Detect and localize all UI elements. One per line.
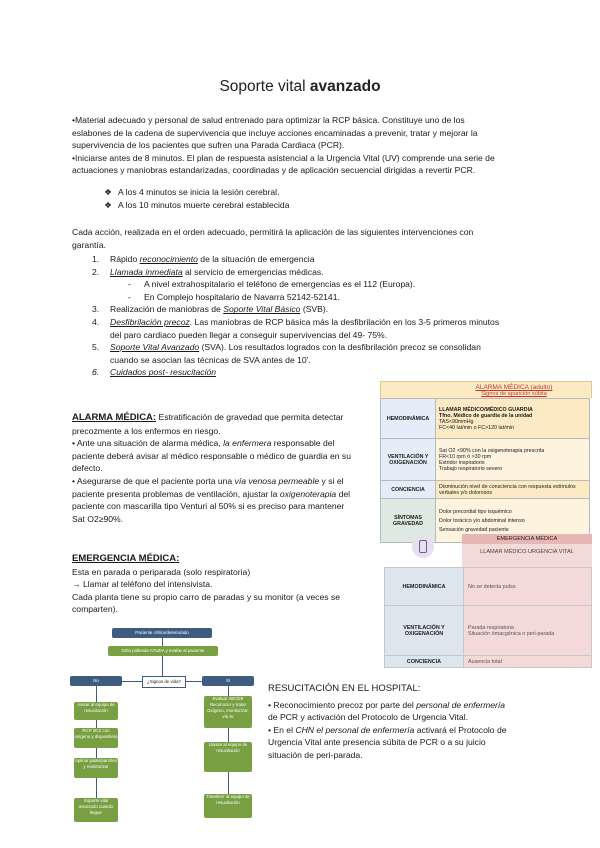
flow-box-si: Sí: [202, 676, 254, 686]
step-item: 6. Cuidados post- resucitación: [92, 367, 217, 378]
diamond-list: [90, 186, 490, 211]
flow-box-left: RCP 30:2 con oxígeno y dispositivos: [74, 728, 118, 748]
flow-box-critico: Paciente crítico/deteriorado: [112, 628, 212, 638]
intro-line: •Iniciarse antes de 8 minutos. El plan de respuesta asistencial a la Urgencia Vital (UV) comprende una serie de: [72, 152, 495, 163]
link-desfibrilacion-precoz[interactable]: Desfibrilación precoz: [110, 316, 190, 327]
step-item: 5. Soporte Vital Avanzado (SVA). Los resultados logrados con la desfibrilación precoz se consolidan: [92, 342, 481, 353]
flowchart: [70, 628, 270, 833]
flow-box-left: Avisar al equipo de resucitación: [74, 702, 118, 720]
flow-box-ayuda: Grito pidiendo AYUDA y evalúe al paciente: [108, 646, 218, 656]
emergencia-table-call: LLAMAR MÉDICO URGENCIA VITAL: [462, 544, 592, 567]
link-llamada-inmediata[interactable]: Llamada inmediata: [110, 266, 183, 277]
link-soporte-vital-avanzado[interactable]: Soporte Vital Avanzado: [110, 342, 200, 353]
flow-box-left: Soporte vital avanzado cuando llegue: [74, 798, 118, 822]
step-item: 3. Realización de maniobras de Soporte Vital Básico (SVB).: [92, 304, 329, 315]
intro-line: •Material adecuado y personal de salud entrenado para optimizar la RCP básica. Constituye uno de los: [72, 115, 465, 125]
resucitacion-section: RESUCITACIÓN EN EL HOSPITAL: • Reconocimiento precoz por parte del personal de enfermería de PCR y activación del Protocolo de Urgencia Vital. • En el CHN el personal de enfermería activará el Protocolo de Urgencia Vital ante presencia súbita de PCR o a su juicio situación de peri-parada.: [268, 683, 568, 762]
emergencia-table-header: EMERGENCIA MÉDICA: [462, 534, 592, 544]
flow-box-right: Evaluar ABCDE Reconocer y tratar Oxígeno, monitorizar, vía IV: [204, 696, 252, 728]
alarma-table: [380, 381, 592, 543]
emergencia-grid: HEMODINÁMICA No se detecta pulso VENTILACIÓN Y OXIGENACIÓN Parada respiratoria Situación ómacgénica o peri-parada CONCIENCIA Ausencia total: [384, 567, 592, 668]
link-reconocimiento[interactable]: reconocimiento: [139, 254, 198, 264]
step-subitem: - En Complejo hospitalario de Navarra 52142-52141.: [128, 291, 340, 302]
step-item: 1. Rápido reconocimiento de la situación de emergencia: [92, 254, 315, 264]
step-subitem: - A nivel extrahospitalario el teléfono de emergencias es el 112 (Europa).: [128, 279, 416, 290]
resucitacion-heading: RESUCITACIÓN EN EL HOSPITAL:: [268, 683, 421, 694]
link-cuidados-post-resucitacion[interactable]: Cuidados post- resucitación: [110, 367, 217, 378]
step-item: 2. Llamada inmediata al servicio de emergencias médicas.: [92, 266, 324, 277]
link-soporte-vital-basico[interactable]: Soporte Vital Básico: [223, 304, 301, 315]
steps-list: 1. Rápido reconocimiento de la situación de emergencia 2. Llamada inmediata al servicio de emergencias médicas. - A nivel extrahospitalario el teléfono de emergencias es el 112 (Europa). - En Complejo hospitalario de Navarra 52142-52141. 3. Realización de maniobras de Soporte Vital Básico (SVB). 4. Desfibrilación precoz. Las maniobras de RCP básica más la desfibrilación en los 3-5 primeros minutos del paro cardiaco pueden llegar a conseguir supervivencias del 49- 75%. 5. Soporte Vital Avanzado (SVA). Los resultados logrados con la desfibrilación precoz se consolidan cuando se asocian las técnicas de SVA antes de 10'. 6. Cuidados post- resucitación: [80, 253, 530, 379]
diamond-item: ❖ A los 10 minutos muerte cerebral establecida: [90, 199, 490, 212]
page-title: [0, 78, 600, 96]
emergencia-section: EMERGENCIA MÉDICA: Esta en parada o periparada (solo respiratoria) → Llamar al teléfono del intensivista. Cada planta tiene su propio carro de paradas y su monitor (a veces se comparten).: [72, 553, 372, 616]
alarma-table-subtitle: Signos de aparición súbita: [481, 391, 547, 397]
diamond-bullet-icon: ❖: [104, 199, 112, 210]
flow-box-right: Transferir al equipo de resucitación: [204, 794, 252, 818]
alarma-heading: ALARMA MÉDICA:: [72, 412, 157, 423]
flow-box-left: Aplicar palas/parches y monitorizar: [74, 758, 118, 778]
alarma-section: ALARMA MÉDICA: Estratificación de gravedad que permita detectar precozmente a los enfermos en riesgo. • Ante una situación de alarma médica, la enfermera responsable del paciente deberá avisar al médico responsable o médico de guardia en su defecto. • Asegurarse de que el paciente porta una vía venosa permeable y si el paciente presenta problemas de ventilación, ajustar la oxigenoterapia del paciente con mascarilla tipo Venturi al 50% si es preciso para mantener Sat O2≥90%.: [72, 412, 351, 524]
intro-line: eslabones de la cadena de supervivencia que incluye acciones encaminadas a prevenir, tratar y mejorar la: [72, 127, 478, 138]
title-bold: avanzado: [309, 78, 381, 95]
accion-paragraph: Cada acción, realizada en el orden adecuado, permitirá la aplicación de las siguientes intervenciones con garantía.: [72, 227, 474, 250]
alarma-grid: HEMODINÁMICA LLAMAR MÉDICO/MÉDICO GUARDIA Tfno. Médico de guardia de la unidad TAS<90mmHg FC<40 lat/min o FC>120 lat/min VENTILACIÓN Y OXIGENACIÓN Sat O2 <90% con la oxigenoterapia prescrita FR<10 rpm ó >30 rpm Estridor inspiratorio Trabajo respiratorio severo CONCIENCIA Disminución nivel de consciencia con respuesta estímulos verbales y/o dolorosos SÍNTOMAS GRAVEDAD Dolor precordial tipo isquémico Dolor torácico y/o abdominal intenso Sensación gravedad paciente: [380, 398, 590, 543]
flow-box-no: No: [70, 676, 122, 686]
diamond-bullet-icon: ❖: [104, 187, 112, 197]
title-normal: Soporte vital: [219, 78, 310, 95]
diamond-item: ❖ A los 4 minutos se inicia la lesión cerebral.: [90, 186, 490, 199]
flow-box-right: Llamar al equipo de resucitación: [204, 742, 252, 772]
alarma-table-title: ALARMA MÉDICA (adulto): [475, 384, 553, 391]
emergencia-heading: EMERGENCIA MÉDICA:: [72, 553, 180, 564]
intro-paragraph: [72, 114, 522, 177]
intro-line: supervivencia de los pacientes que sufren una Parada Cardiaca (PCR).: [72, 140, 345, 151]
intro-line: actuaciones y maniobras estandarizadas, coordinadas y de aplicación secuencial dirigidas a revertir PCR.: [72, 165, 476, 176]
emergencia-table: [384, 534, 592, 668]
step-item: 4. Desfibrilación precoz. Las maniobras de RCP básica más la desfibrilación en los 3-5 primeros minutos: [92, 316, 500, 327]
flow-question: ¿Signos de vida?: [142, 676, 186, 688]
